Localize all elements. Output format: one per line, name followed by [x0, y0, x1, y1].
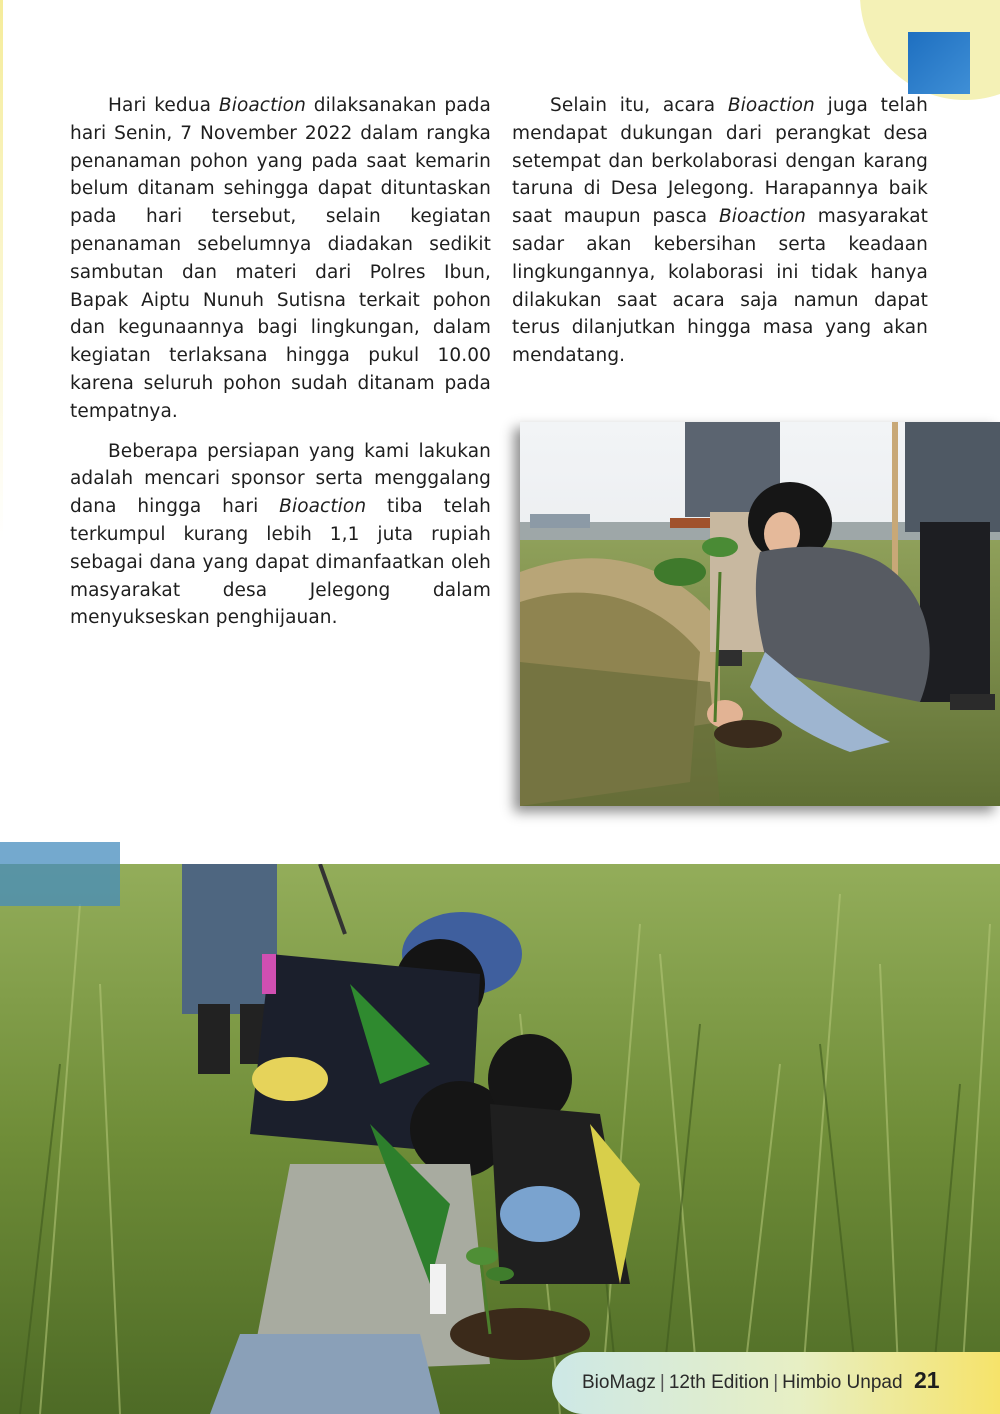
event-name-italic: Bioaction: [727, 95, 815, 116]
footer-separator: |: [659, 1372, 665, 1393]
paragraph-text-run: dilaksanakan pada hari Senin, 7 November 2022 dalam rangka penanaman pohon yang pada saat kemarin belum ditanam sehingga dapat dituntaskan pada hari tersebut, selain kegiatan penanaman sebelumnya diadakan sedikit sambutan dan materi dari Polres Ibun, Bapak Aiptu Nunuh Sutisna terkait pohon dan kegunaannya bagi lingkungan, dalam kegiatan terlaksana hingga pukul 10.00 karena seluruh pohon sudah ditanam pada tempatnya.: [70, 95, 491, 422]
event-name-italic: Bioaction: [718, 206, 806, 228]
paragraph-text-run: Hari kedua: [108, 95, 219, 116]
photo-planting-seedling: [520, 422, 1000, 806]
page-number: 21: [914, 1367, 940, 1393]
article-paragraph: [70, 92, 491, 426]
left-edge-decoration: [0, 0, 3, 540]
blue-band-decoration: [0, 842, 120, 906]
event-name-italic: Bioaction: [279, 496, 367, 518]
paragraph-text-run: tiba telah terkumpul kurang lebih 1,1 juta rupiah sebagai dana yang dapat dimanfaatkan oleh masyarakat desa Jelegong dalam menyukseskan penghijauan.: [70, 496, 491, 629]
article-paragraph: [512, 92, 928, 370]
article-paragraph: [70, 438, 491, 633]
paragraph-text-run: Beberapa persiapan yang kami lakukan adalah mencari sponsor serta menggalang dana hingga hari: [70, 440, 491, 518]
paragraph-text-run: juga telah mendapat dukungan dari perangkat desa setempat dan berkolaborasi dengan karang taruna di Desa Jelegong. Harapannya baik saat maupun pasca: [512, 95, 928, 228]
paragraph-text-run: masyarakat sadar akan kebersihan serta keadaan lingkungannya, kolaborasi ini tidak hanya dilakukan saat acara saja namun dapat terus dilanjutkan hingga masa yang akan mendatang.: [512, 206, 928, 367]
event-name-italic: Bioaction: [218, 95, 306, 116]
paragraph-text-run: Selain itu, acara: [550, 95, 728, 116]
publisher-name: Himbio Unpad: [782, 1372, 903, 1393]
blue-square-decoration: [908, 32, 970, 94]
magazine-name: BioMagz: [582, 1372, 656, 1393]
article-left-column: [70, 92, 491, 632]
footer-credits: [582, 1372, 903, 1394]
article-right-column: [512, 92, 928, 370]
edition-label: 12th Edition: [668, 1372, 770, 1393]
footer-separator: |: [773, 1372, 779, 1393]
photo-students-planting-tree: [0, 864, 1000, 1414]
